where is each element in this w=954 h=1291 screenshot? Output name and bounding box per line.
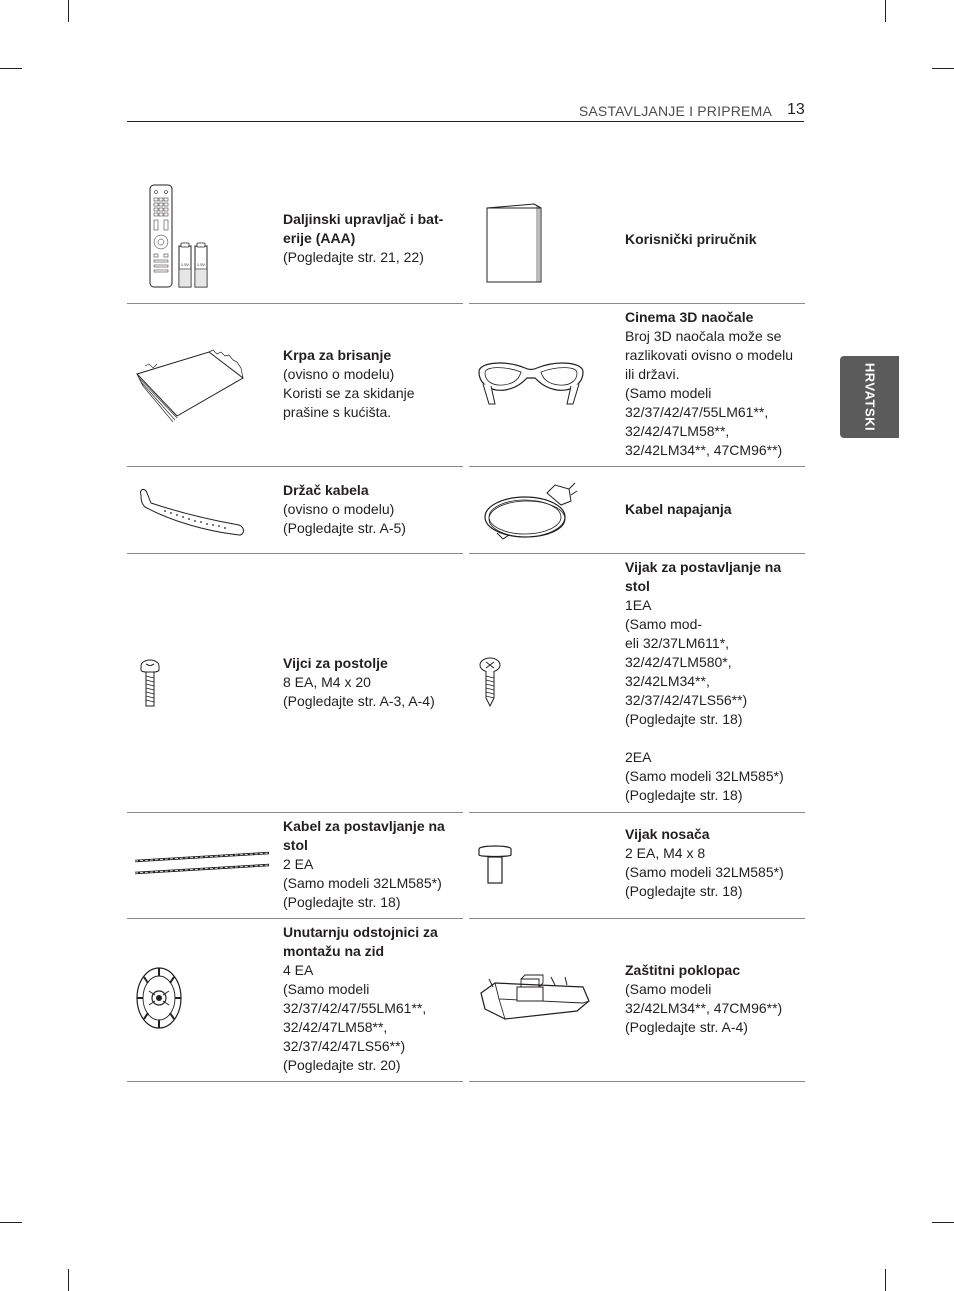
crop-mark — [932, 68, 954, 69]
crop-mark — [885, 0, 886, 22]
item-line: Koristi se za skidanje — [283, 385, 415, 401]
item-line: 2 EA, M4 x 8 — [625, 845, 706, 861]
item-line: (Samo modeli 32LM585*) — [283, 875, 442, 891]
item-cloth-text — [283, 346, 458, 422]
item-remote — [127, 180, 463, 303]
power-cord-icon — [479, 477, 579, 547]
item-line: Broj 3D naočala može se — [625, 328, 782, 344]
battery-label: 1.5V — [196, 262, 206, 267]
item-line: (Pogledajte str. A-5) — [283, 520, 406, 536]
item-desk-cable-text — [283, 817, 458, 912]
item-line: razlikovati ovisno o modelu — [625, 347, 794, 363]
item-power-cord — [469, 467, 805, 553]
cloth-icon — [133, 344, 248, 424]
item-line: (Pogledajte str. A-4) — [625, 1019, 748, 1035]
item-line — [625, 729, 803, 748]
item-line: (Samo mod- — [625, 616, 703, 632]
manual-icon — [479, 202, 549, 288]
item-line: 32/37/42/47LS56**) — [283, 1038, 406, 1054]
item-spacers-text — [283, 923, 458, 1075]
item-line: 32/42LM34**, — [625, 673, 710, 689]
item-line: 32/42/47LM580*, — [625, 654, 732, 670]
glasses-icon — [475, 354, 587, 412]
item-cover-text — [625, 961, 803, 1037]
item-line: 2 EA — [283, 856, 314, 872]
item-line: (Samo modeli — [283, 981, 370, 997]
row-divider — [127, 1081, 463, 1082]
item-cover — [469, 919, 805, 1081]
item-line: (Pogledajte str. 18) — [625, 787, 743, 803]
spacer-icon — [135, 965, 183, 1031]
item-line: (Pogledajte str. 18) — [625, 883, 743, 899]
item-line: (Samo modeli — [625, 385, 712, 401]
item-line: 1EA — [625, 597, 652, 613]
cable-holder-icon — [135, 485, 247, 537]
item-line: 32/42LM34**, 47CM96**) — [625, 442, 783, 458]
item-line: (ovisno o modelu) — [283, 366, 395, 382]
item-line: (ovisno o modelu) — [283, 501, 395, 517]
row-divider — [469, 1081, 805, 1082]
item-line: 2EA — [625, 749, 652, 765]
remote-icon — [147, 184, 247, 292]
item-desk-screw — [469, 554, 805, 812]
item-line: (Pogledajte str. A-3, A-4) — [283, 693, 435, 709]
item-power-cord-text — [625, 500, 800, 519]
item-title: Unutarnju odstojnici za montažu na zid — [283, 924, 438, 959]
item-glasses — [469, 304, 805, 466]
item-cloth — [127, 304, 463, 466]
language-tab — [840, 356, 899, 438]
page-number: 13 — [787, 101, 805, 118]
item-line: (Samo modeli 32LM585*) — [625, 864, 784, 880]
item-line: 8 EA, M4 x 20 — [283, 674, 371, 690]
item-cable-holder — [127, 467, 463, 553]
item-spacers — [127, 919, 463, 1081]
protective-cover-icon — [475, 973, 593, 1025]
item-glasses-text — [625, 308, 803, 460]
item-title: Krpa za brisanje — [283, 347, 392, 363]
item-line: 32/42LM34**, 47CM96**) — [625, 1000, 783, 1016]
item-line: ili državi. — [625, 366, 680, 382]
item-line: (Pogledajte str. 21, 22) — [283, 249, 424, 265]
item-title: Daljinski upravljač i bat-erije (AAA) — [283, 211, 444, 246]
header-rule — [127, 121, 804, 122]
item-line: (Samo modeli 32LM585*) — [625, 768, 784, 784]
screw-icon — [137, 658, 163, 710]
bracket-screw-icon — [475, 843, 515, 885]
item-title: Vijak za postavljanje na stol — [625, 559, 782, 594]
item-title: Korisnički priručnik — [625, 231, 757, 247]
crop-mark — [885, 1269, 886, 1291]
item-remote-text — [283, 210, 453, 267]
item-manual — [469, 180, 805, 303]
item-line: (Samo modeli — [625, 981, 712, 997]
screw-icon — [477, 656, 503, 708]
item-line: 32/42/47LM58**, — [625, 423, 730, 439]
item-title: Kabel napajanja — [625, 501, 732, 517]
crop-mark — [0, 68, 22, 69]
battery-label: 1.5V — [180, 262, 190, 267]
language-tab-label: HRVATSKI — [862, 362, 877, 432]
item-line: (Pogledajte str. 20) — [283, 1057, 401, 1073]
item-line: (Pogledajte str. 18) — [283, 894, 401, 910]
item-stand-screws — [127, 554, 463, 812]
item-line: 32/37/42/47LS56**) — [625, 692, 748, 708]
item-line: 32/37/42/47/55LM61**, — [283, 1000, 427, 1016]
item-desk-cable — [127, 813, 463, 918]
item-line: 32/37/42/47/55LM61**, — [625, 404, 769, 420]
section-title: SASTAVLJANJE I PRIPREMA — [578, 103, 772, 119]
item-title: Vijci za postolje — [283, 655, 388, 671]
item-title: Cinema 3D naočale — [625, 309, 754, 325]
crop-mark — [932, 1222, 954, 1223]
item-title: Držač kabela — [283, 482, 369, 498]
item-line: 4 EA — [283, 962, 314, 978]
crop-mark — [68, 0, 69, 22]
crop-mark — [0, 1222, 22, 1223]
desk-cable-icon — [133, 849, 271, 879]
item-title: Vijak nosača — [625, 826, 710, 842]
item-bracket-screw — [469, 813, 805, 918]
item-title: Kabel za postavljanje na stol — [283, 818, 445, 853]
item-line: (Pogledajte str. 18) — [625, 711, 743, 727]
item-title: Zaštitni poklopac — [625, 962, 741, 978]
item-manual-text — [625, 230, 800, 249]
item-line: eli 32/37LM611*, — [625, 635, 730, 651]
item-stand-screws-text — [283, 654, 458, 711]
item-cable-holder-text — [283, 481, 458, 538]
item-bracket-screw-text — [625, 825, 803, 901]
item-line: 32/42/47LM58**, — [283, 1019, 388, 1035]
item-line: prašine s kućišta. — [283, 404, 392, 420]
crop-mark — [68, 1269, 69, 1291]
item-desk-screw-text — [625, 558, 803, 805]
